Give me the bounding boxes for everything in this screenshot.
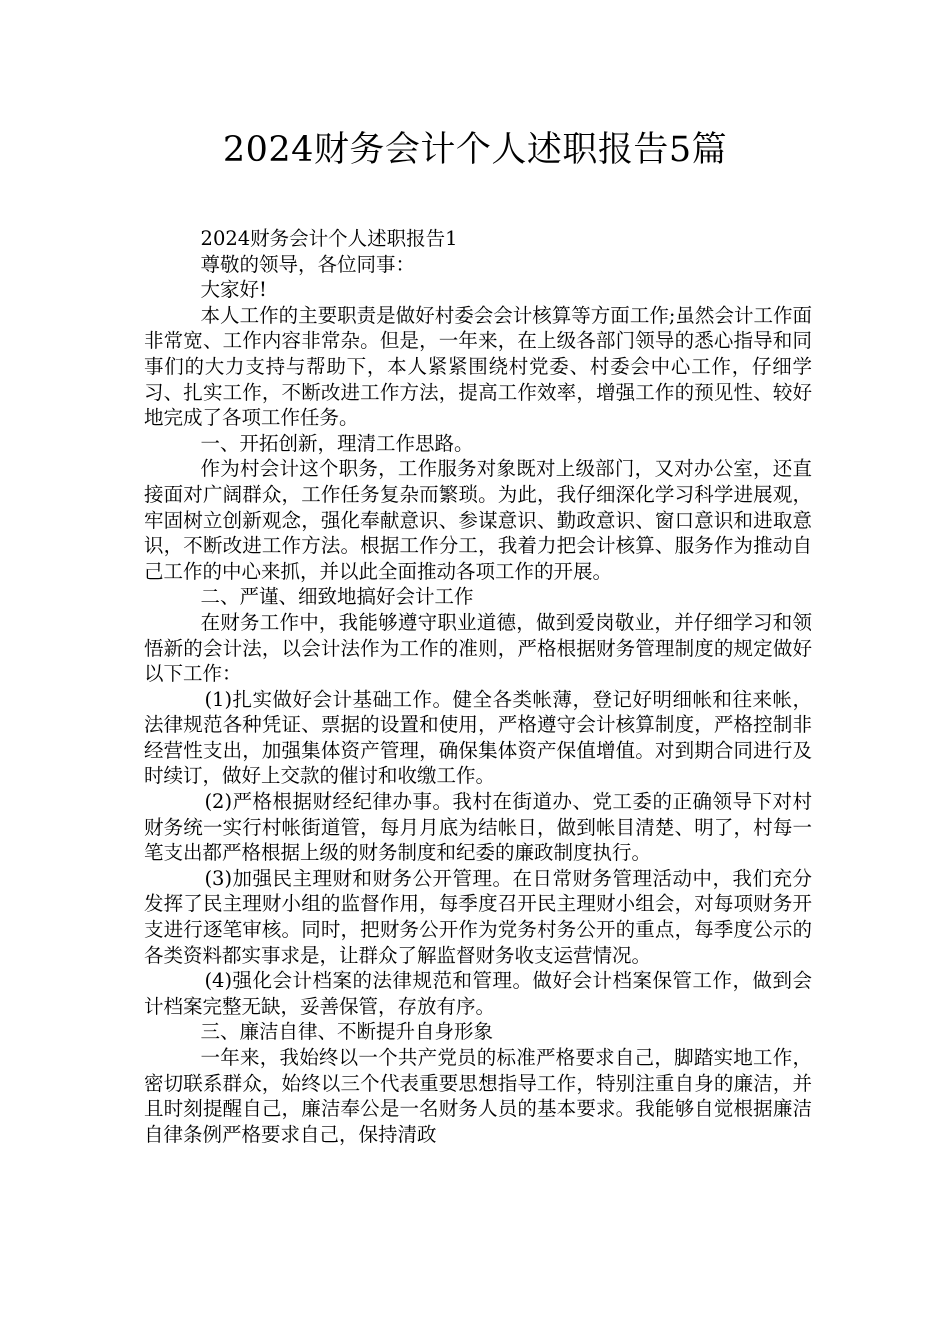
- section-3-paragraph: 一年来，我始终以一个共产党员的标准严格要求自己，脚踏实地工作，密切联系群众，始终以三个代表重要思想指导工作，特别注重自身的廉洁，并且时刻提醒自己，廉洁奉公是一名财务人员的基本要求。我能够自觉根据廉洁自律条例严格要求自己，保持清政: [144, 1046, 812, 1146]
- report-heading: 2024财务会计个人述职报告1: [200, 227, 458, 250]
- section-heading-1: 一、开拓创新，理清工作思路。: [200, 431, 474, 455]
- section-2-paragraph: 在财务工作中，我能够遵守职业道德，做到爱岗敬业，并仔细学习和领悟新的会计法，以会计法作为工作的准则，严格根据财务管理制度的规定做好以下工作：: [144, 610, 812, 686]
- section-2-item-3: (3)加强民主理财和财务公开管理。在日常财务管理活动中，我们充分发挥了民主理财小组的监督作用，每季度召开民主理财小组会，对每项财务开支进行逐笔审核。同时，把财务公开作为党务村务公开的重点，每季度公示的各类资料都实事求是，让群众了解监督财务收支运营情况。: [144, 866, 812, 967]
- section-heading-3: 三、廉洁自律、不断提升自身形象: [200, 1020, 494, 1044]
- document-body: [144, 226, 812, 1147]
- section-2-item-4: (4)强化会计档案的法律规范和管理。做好会计档案保管工作，做到会计档案完整无缺，妥善保管，存放有序。: [144, 969, 812, 1018]
- document-title: 2024财务会计个人述职报告5篇: [222, 130, 728, 170]
- section-heading-2: 二、严谨、细致地搞好会计工作: [200, 585, 474, 609]
- intro-paragraph: 本人工作的主要职责是做好村委会会计核算等方面工作;虽然会计工作面非常宽、工作内容非常杂。但是，一年来，在上级各部门领导的悉心指导和同事们的大力支持与帮助下，本人紧紧围绕村党委、村委会中心工作，仔细学习、扎实工作，不断改进工作方法，提高工作效率，增强工作的预见性、较好地完成了各项工作任务。: [144, 303, 812, 430]
- section-1-paragraph: 作为村会计这个职务，工作服务对象既对上级部门，又对办公室，还直接面对广阔群众，工作任务复杂而繁琐。为此，我仔细深化学习科学进展观，牢固树立创新观念，强化奉献意识、参谋意识、勤政意识、窗口意识和进取意识，不断改进工作方法。根据工作分工，我着力把会计核算、服务作为推动自己工作的中心来抓，并以此全面推动各项工作的开展。: [144, 457, 812, 583]
- salutation: 尊敬的领导，各位同事：: [200, 252, 416, 276]
- greeting: 大家好!: [200, 278, 267, 302]
- section-2-item-2: (2)严格根据财经纪律办事。我村在街道办、党工委的正确领导下对村财务统一实行村帐街道管，每月月底为结帐日，做到帐目清楚、明了，村每一笔支出都严格根据上级的财务制度和纪委的廉政制度执行。: [144, 790, 812, 865]
- section-2-item-1: (1)扎实做好会计基础工作。健全各类帐薄，登记好明细帐和往来帐，法律规范各种凭证、票据的设置和使用，严格遵守会计核算制度，严格控制非经营性支出，加强集体资产管理，确保集体资产保值增值。对到期合同进行及时续订，做好上交款的催讨和收缴工作。: [144, 687, 812, 788]
